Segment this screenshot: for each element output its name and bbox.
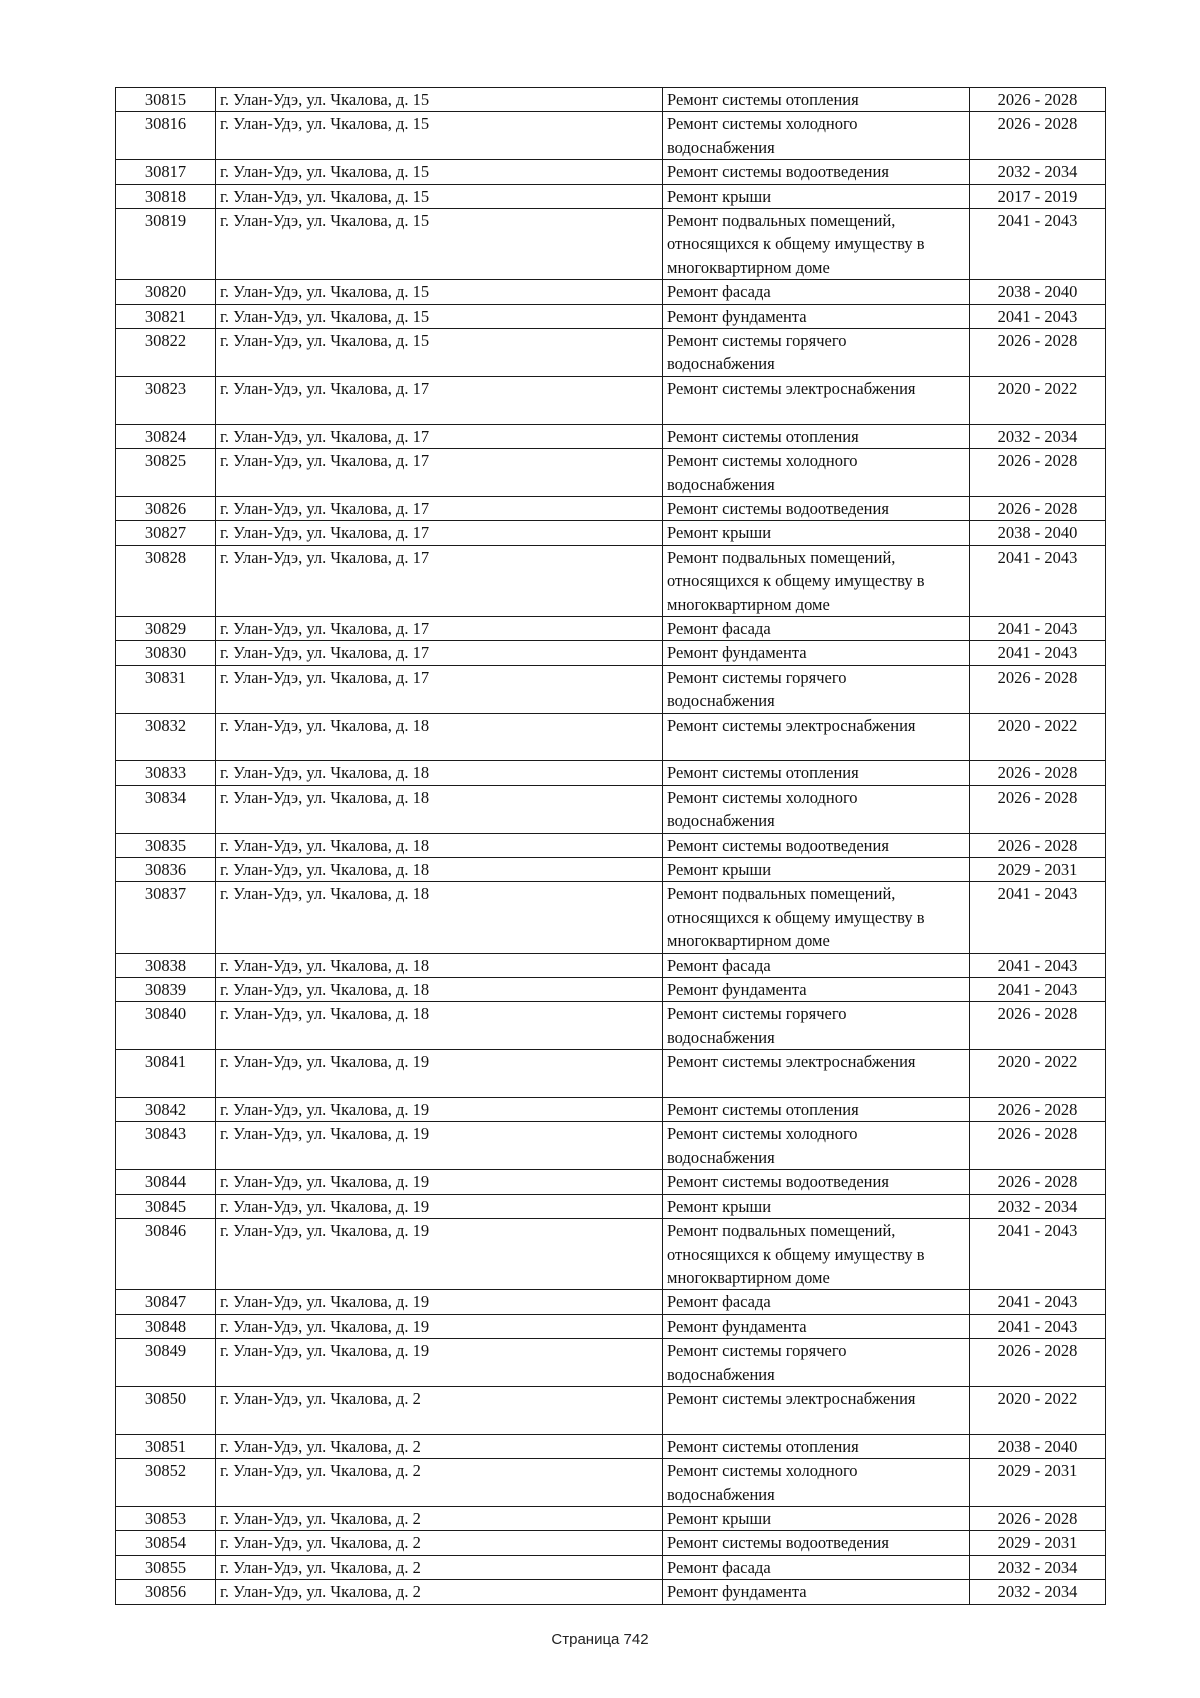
work-type-cell <box>663 761 970 785</box>
work-type-cell <box>663 521 970 545</box>
address-cell: г. Улан-Удэ, ул. Чкалова, д. 18 <box>216 882 663 953</box>
row-number-cell: 30830 <box>116 641 216 665</box>
row-number-cell: 30853 <box>116 1506 216 1530</box>
period-cell: 2041 - 2043 <box>970 209 1106 280</box>
work-type-line: Ремонт системы электроснабжения <box>667 378 916 398</box>
address-cell: г. Улан-Удэ, ул. Чкалова, д. 17 <box>216 376 663 424</box>
row-number-cell: 30820 <box>116 280 216 304</box>
work-type-line: водоснабжения <box>667 474 775 494</box>
work-type-cell <box>663 160 970 184</box>
period-cell: 2038 - 2040 <box>970 521 1106 545</box>
period-cell: 2026 - 2028 <box>970 1339 1106 1387</box>
address-cell: г. Улан-Удэ, ул. Чкалова, д. 19 <box>216 1050 663 1098</box>
period-cell: 2041 - 2043 <box>970 882 1106 953</box>
works-table <box>115 87 1106 1605</box>
work-type-cell <box>663 882 970 953</box>
work-type-cell <box>663 1506 970 1530</box>
work-type-line: Ремонт крыши <box>667 186 772 206</box>
address-cell: г. Улан-Удэ, ул. Чкалова, д. 17 <box>216 665 663 713</box>
work-type-line: Ремонт системы холодного <box>667 451 858 471</box>
work-type-line: Ремонт подвальных помещений, <box>667 884 896 904</box>
address-cell: г. Улан-Удэ, ул. Чкалова, д. 15 <box>216 329 663 377</box>
row-number-cell: 30831 <box>116 665 216 713</box>
work-type-cell <box>663 1219 970 1290</box>
table-row <box>116 1002 1106 1050</box>
period-cell: 2032 - 2034 <box>970 1194 1106 1218</box>
work-type-line: Ремонт фундамента <box>667 306 807 326</box>
work-type-line: Ремонт фасада <box>667 955 771 975</box>
table-row <box>116 304 1106 328</box>
work-type-cell <box>663 112 970 160</box>
table-row <box>116 496 1106 520</box>
row-number-cell: 30821 <box>116 304 216 328</box>
work-type-cell <box>663 376 970 424</box>
period-cell: 2029 - 2031 <box>970 1459 1106 1507</box>
address-cell: г. Улан-Удэ, ул. Чкалова, д. 17 <box>216 424 663 448</box>
period-cell: 2032 - 2034 <box>970 1555 1106 1579</box>
address-cell: г. Улан-Удэ, ул. Чкалова, д. 2 <box>216 1555 663 1579</box>
table-row <box>116 88 1106 112</box>
work-type-line: относящихся к общему имуществу в <box>667 907 925 927</box>
period-cell: 2041 - 2043 <box>970 545 1106 616</box>
row-number-cell: 30819 <box>116 209 216 280</box>
work-type-line: многоквартирном доме <box>667 931 830 951</box>
row-number-cell: 30847 <box>116 1290 216 1314</box>
work-type-cell <box>663 1580 970 1604</box>
row-number-cell: 30856 <box>116 1580 216 1604</box>
work-type-cell <box>663 424 970 448</box>
period-cell: 2020 - 2022 <box>970 713 1106 761</box>
row-number-cell: 30852 <box>116 1459 216 1507</box>
work-type-cell <box>663 545 970 616</box>
period-cell: 2041 - 2043 <box>970 978 1106 1002</box>
work-type-line: Ремонт системы водоотведения <box>667 1172 889 1192</box>
table-row <box>116 329 1106 377</box>
period-cell: 2020 - 2022 <box>970 376 1106 424</box>
work-type-line: Ремонт крыши <box>667 1508 772 1528</box>
address-cell: г. Улан-Удэ, ул. Чкалова, д. 15 <box>216 209 663 280</box>
work-type-cell <box>663 978 970 1002</box>
row-number-cell: 30848 <box>116 1314 216 1338</box>
work-type-line: Ремонт фасада <box>667 618 771 638</box>
address-cell: г. Улан-Удэ, ул. Чкалова, д. 2 <box>216 1434 663 1458</box>
row-number-cell: 30829 <box>116 616 216 640</box>
address-cell: г. Улан-Удэ, ул. Чкалова, д. 15 <box>216 304 663 328</box>
address-cell: г. Улан-Удэ, ул. Чкалова, д. 2 <box>216 1459 663 1507</box>
table-row <box>116 761 1106 785</box>
row-number-cell: 30841 <box>116 1050 216 1098</box>
address-cell: г. Улан-Удэ, ул. Чкалова, д. 2 <box>216 1506 663 1530</box>
work-type-cell <box>663 209 970 280</box>
address-cell: г. Улан-Удэ, ул. Чкалова, д. 18 <box>216 713 663 761</box>
period-cell: 2032 - 2034 <box>970 424 1106 448</box>
work-type-cell <box>663 1290 970 1314</box>
table-row <box>116 1098 1106 1122</box>
work-type-line: многоквартирном доме <box>667 257 830 277</box>
address-cell: г. Улан-Удэ, ул. Чкалова, д. 18 <box>216 858 663 882</box>
work-type-line: водоснабжения <box>667 691 775 711</box>
work-type-line <box>667 1410 965 1433</box>
table-row <box>116 209 1106 280</box>
work-type-line: Ремонт системы водоотведения <box>667 1533 889 1553</box>
work-type-line <box>667 1074 965 1097</box>
work-type-line: Ремонт системы отопления <box>667 763 859 783</box>
period-cell: 2026 - 2028 <box>970 496 1106 520</box>
table-row <box>116 882 1106 953</box>
period-cell: 2041 - 2043 <box>970 1314 1106 1338</box>
work-type-line: Ремонт крыши <box>667 1196 772 1216</box>
address-cell: г. Улан-Удэ, ул. Чкалова, д. 17 <box>216 496 663 520</box>
work-type-line: Ремонт системы горячего <box>667 1341 847 1361</box>
address-cell: г. Улан-Удэ, ул. Чкалова, д. 19 <box>216 1339 663 1387</box>
work-type-cell <box>663 1459 970 1507</box>
work-type-cell <box>663 953 970 977</box>
period-cell: 2020 - 2022 <box>970 1050 1106 1098</box>
table-row <box>116 376 1106 424</box>
work-type-line: Ремонт системы электроснабжения <box>667 715 916 735</box>
work-type-cell <box>663 184 970 208</box>
work-type-cell <box>663 1434 970 1458</box>
work-type-line: водоснабжения <box>667 1027 775 1047</box>
period-cell: 2026 - 2028 <box>970 761 1106 785</box>
work-type-line: Ремонт фундамента <box>667 1316 807 1336</box>
address-cell: г. Улан-Удэ, ул. Чкалова, д. 18 <box>216 785 663 833</box>
row-number-cell: 30832 <box>116 713 216 761</box>
work-type-line: относящихся к общему имуществу в <box>667 234 925 254</box>
work-type-cell <box>663 1002 970 1050</box>
work-type-cell <box>663 616 970 640</box>
row-number-cell: 30828 <box>116 545 216 616</box>
work-type-cell <box>663 641 970 665</box>
address-cell: г. Улан-Удэ, ул. Чкалова, д. 17 <box>216 616 663 640</box>
table-row <box>116 641 1106 665</box>
work-type-cell <box>663 1531 970 1555</box>
table-row <box>116 1122 1106 1170</box>
table-row <box>116 833 1106 857</box>
address-cell: г. Улан-Удэ, ул. Чкалова, д. 19 <box>216 1194 663 1218</box>
row-number-cell: 30842 <box>116 1098 216 1122</box>
address-cell: г. Улан-Удэ, ул. Чкалова, д. 2 <box>216 1386 663 1434</box>
table-row <box>116 1314 1106 1338</box>
address-cell: г. Улан-Удэ, ул. Чкалова, д. 2 <box>216 1580 663 1604</box>
work-type-line: Ремонт системы холодного <box>667 787 858 807</box>
work-type-line: Ремонт фасада <box>667 1292 771 1312</box>
work-type-cell <box>663 1386 970 1434</box>
work-type-line: многоквартирном доме <box>667 594 830 614</box>
row-number-cell: 30839 <box>116 978 216 1002</box>
row-number-cell: 30835 <box>116 833 216 857</box>
table-row <box>116 1531 1106 1555</box>
work-type-line <box>667 737 965 760</box>
address-cell: г. Улан-Удэ, ул. Чкалова, д. 17 <box>216 641 663 665</box>
work-type-cell <box>663 304 970 328</box>
row-number-cell: 30826 <box>116 496 216 520</box>
table-row <box>116 1170 1106 1194</box>
table-row <box>116 1386 1106 1434</box>
work-type-cell <box>663 1314 970 1338</box>
address-cell: г. Улан-Удэ, ул. Чкалова, д. 17 <box>216 449 663 497</box>
period-cell: 2041 - 2043 <box>970 1290 1106 1314</box>
work-type-line: Ремонт системы водоотведения <box>667 835 889 855</box>
address-cell: г. Улан-Удэ, ул. Чкалова, д. 17 <box>216 521 663 545</box>
work-type-line: Ремонт системы электроснабжения <box>667 1052 916 1072</box>
period-cell: 2026 - 2028 <box>970 329 1106 377</box>
work-type-cell <box>663 785 970 833</box>
table-row <box>116 1555 1106 1579</box>
work-type-line: водоснабжения <box>667 1147 775 1167</box>
address-cell: г. Улан-Удэ, ул. Чкалова, д. 19 <box>216 1314 663 1338</box>
address-cell: г. Улан-Удэ, ул. Чкалова, д. 15 <box>216 160 663 184</box>
row-number-cell: 30838 <box>116 953 216 977</box>
row-number-cell: 30844 <box>116 1170 216 1194</box>
table-row <box>116 713 1106 761</box>
work-type-line: относящихся к общему имуществу в <box>667 571 925 591</box>
row-number-cell: 30817 <box>116 160 216 184</box>
row-number-cell: 30825 <box>116 449 216 497</box>
period-cell: 2041 - 2043 <box>970 616 1106 640</box>
table-row <box>116 1580 1106 1604</box>
table-row <box>116 665 1106 713</box>
work-type-line: Ремонт системы горячего <box>667 1004 847 1024</box>
work-type-line <box>667 400 965 423</box>
address-cell: г. Улан-Удэ, ул. Чкалова, д. 19 <box>216 1170 663 1194</box>
period-cell: 2029 - 2031 <box>970 1531 1106 1555</box>
period-cell: 2032 - 2034 <box>970 160 1106 184</box>
work-type-line: Ремонт фундамента <box>667 643 807 663</box>
work-type-line: Ремонт системы холодного <box>667 114 858 134</box>
row-number-cell: 30834 <box>116 785 216 833</box>
period-cell: 2041 - 2043 <box>970 953 1106 977</box>
work-type-cell <box>663 1050 970 1098</box>
address-cell: г. Улан-Удэ, ул. Чкалова, д. 19 <box>216 1290 663 1314</box>
work-type-line: Ремонт подвальных помещений, <box>667 1221 896 1241</box>
table-row <box>116 858 1106 882</box>
work-type-line: водоснабжения <box>667 1484 775 1504</box>
row-number-cell: 30849 <box>116 1339 216 1387</box>
row-number-cell: 30823 <box>116 376 216 424</box>
row-number-cell: 30854 <box>116 1531 216 1555</box>
work-type-line: Ремонт системы горячего <box>667 331 847 351</box>
work-type-line: Ремонт системы отопления <box>667 426 859 446</box>
work-type-cell <box>663 1170 970 1194</box>
work-type-cell <box>663 496 970 520</box>
period-cell: 2041 - 2043 <box>970 1219 1106 1290</box>
period-cell: 2029 - 2031 <box>970 858 1106 882</box>
period-cell: 2032 - 2034 <box>970 1580 1106 1604</box>
table-row <box>116 953 1106 977</box>
table-row <box>116 112 1106 160</box>
row-number-cell: 30824 <box>116 424 216 448</box>
period-cell: 2026 - 2028 <box>970 665 1106 713</box>
work-type-line: водоснабжения <box>667 354 775 374</box>
row-number-cell: 30843 <box>116 1122 216 1170</box>
row-number-cell: 30815 <box>116 88 216 112</box>
row-number-cell: 30816 <box>116 112 216 160</box>
period-cell: 2026 - 2028 <box>970 449 1106 497</box>
work-type-line: Ремонт системы холодного <box>667 1124 858 1144</box>
address-cell: г. Улан-Удэ, ул. Чкалова, д. 18 <box>216 1002 663 1050</box>
work-type-line: Ремонт системы водоотведения <box>667 162 889 182</box>
table-row <box>116 184 1106 208</box>
work-type-cell <box>663 833 970 857</box>
period-cell: 2026 - 2028 <box>970 1002 1106 1050</box>
work-type-cell <box>663 858 970 882</box>
period-cell: 2026 - 2028 <box>970 785 1106 833</box>
work-type-line: Ремонт системы горячего <box>667 667 847 687</box>
address-cell: г. Улан-Удэ, ул. Чкалова, д. 15 <box>216 88 663 112</box>
table-row <box>116 521 1106 545</box>
work-type-line: Ремонт фундамента <box>667 980 807 1000</box>
work-type-cell <box>663 329 970 377</box>
address-cell: г. Улан-Удэ, ул. Чкалова, д. 18 <box>216 833 663 857</box>
work-type-line: Ремонт фасада <box>667 282 771 302</box>
table-row <box>116 1434 1106 1458</box>
period-cell: 2026 - 2028 <box>970 1122 1106 1170</box>
period-cell: 2026 - 2028 <box>970 1506 1106 1530</box>
table-row <box>116 616 1106 640</box>
row-number-cell: 30850 <box>116 1386 216 1434</box>
table-row <box>116 1339 1106 1387</box>
row-number-cell: 30851 <box>116 1434 216 1458</box>
period-cell: 2041 - 2043 <box>970 304 1106 328</box>
period-cell: 2038 - 2040 <box>970 1434 1106 1458</box>
work-type-cell <box>663 1339 970 1387</box>
table-row <box>116 1219 1106 1290</box>
address-cell: г. Улан-Удэ, ул. Чкалова, д. 19 <box>216 1122 663 1170</box>
work-type-line: Ремонт фасада <box>667 1557 771 1577</box>
work-type-line: водоснабжения <box>667 811 775 831</box>
row-number-cell: 30846 <box>116 1219 216 1290</box>
work-type-line: водоснабжения <box>667 137 775 157</box>
period-cell: 2017 - 2019 <box>970 184 1106 208</box>
period-cell: 2026 - 2028 <box>970 1098 1106 1122</box>
address-cell: г. Улан-Удэ, ул. Чкалова, д. 19 <box>216 1098 663 1122</box>
period-cell: 2026 - 2028 <box>970 833 1106 857</box>
work-type-line: водоснабжения <box>667 1364 775 1384</box>
address-cell: г. Улан-Удэ, ул. Чкалова, д. 15 <box>216 280 663 304</box>
table-row <box>116 424 1106 448</box>
table-row <box>116 545 1106 616</box>
table-body <box>116 88 1106 1605</box>
period-cell: 2041 - 2043 <box>970 641 1106 665</box>
row-number-cell: 30836 <box>116 858 216 882</box>
period-cell: 2026 - 2028 <box>970 112 1106 160</box>
row-number-cell: 30822 <box>116 329 216 377</box>
work-type-line: Ремонт крыши <box>667 523 772 543</box>
work-type-line: Ремонт подвальных помещений, <box>667 211 896 231</box>
work-type-cell <box>663 1194 970 1218</box>
work-type-line: Ремонт системы отопления <box>667 90 859 109</box>
work-type-line: Ремонт крыши <box>667 860 772 879</box>
work-type-line: Ремонт фундамента <box>667 1582 807 1602</box>
work-type-cell <box>663 449 970 497</box>
address-cell: г. Улан-Удэ, ул. Чкалова, д. 19 <box>216 1219 663 1290</box>
row-number-cell: 30855 <box>116 1555 216 1579</box>
work-type-cell <box>663 1098 970 1122</box>
row-number-cell: 30845 <box>116 1194 216 1218</box>
address-cell: г. Улан-Удэ, ул. Чкалова, д. 15 <box>216 184 663 208</box>
address-cell: г. Улан-Удэ, ул. Чкалова, д. 15 <box>216 112 663 160</box>
address-cell: г. Улан-Удэ, ул. Чкалова, д. 17 <box>216 545 663 616</box>
table-row <box>116 160 1106 184</box>
work-type-line: Ремонт системы электроснабжения <box>667 1388 916 1408</box>
work-type-cell <box>663 1555 970 1579</box>
work-type-line: Ремонт системы отопления <box>667 1100 859 1120</box>
table-row <box>116 785 1106 833</box>
table-row <box>116 449 1106 497</box>
address-cell: г. Улан-Удэ, ул. Чкалова, д. 2 <box>216 1531 663 1555</box>
work-type-line: относящихся к общему имуществу в <box>667 1244 925 1264</box>
work-type-cell <box>663 713 970 761</box>
work-type-line: Ремонт системы водоотведения <box>667 498 889 518</box>
row-number-cell: 30818 <box>116 184 216 208</box>
row-number-cell: 30833 <box>116 761 216 785</box>
address-cell: г. Улан-Удэ, ул. Чкалова, д. 18 <box>216 761 663 785</box>
period-cell: 2038 - 2040 <box>970 280 1106 304</box>
table-row <box>116 1050 1106 1098</box>
row-number-cell: 30827 <box>116 521 216 545</box>
row-number-cell: 30840 <box>116 1002 216 1050</box>
period-cell: 2026 - 2028 <box>970 1170 1106 1194</box>
table-row <box>116 1194 1106 1218</box>
table-row <box>116 978 1106 1002</box>
table-row <box>116 1506 1106 1530</box>
address-cell: г. Улан-Удэ, ул. Чкалова, д. 18 <box>216 978 663 1002</box>
period-cell: 2020 - 2022 <box>970 1386 1106 1434</box>
work-type-line: Ремонт системы холодного <box>667 1461 858 1481</box>
row-number-cell: 30837 <box>116 882 216 953</box>
work-type-cell <box>663 1122 970 1170</box>
period-cell: 2026 - 2028 <box>970 88 1106 112</box>
page-number: Страница 742 <box>551 1631 649 1648</box>
table-row <box>116 1290 1106 1314</box>
work-type-cell <box>663 88 970 112</box>
address-cell: г. Улан-Удэ, ул. Чкалова, д. 18 <box>216 953 663 977</box>
table-row <box>116 280 1106 304</box>
table-row <box>116 1459 1106 1507</box>
work-type-line: многоквартирном доме <box>667 1267 830 1287</box>
work-type-cell <box>663 280 970 304</box>
work-type-line: Ремонт системы отопления <box>667 1436 859 1456</box>
work-type-line: Ремонт подвальных помещений, <box>667 547 896 567</box>
work-type-cell <box>663 665 970 713</box>
